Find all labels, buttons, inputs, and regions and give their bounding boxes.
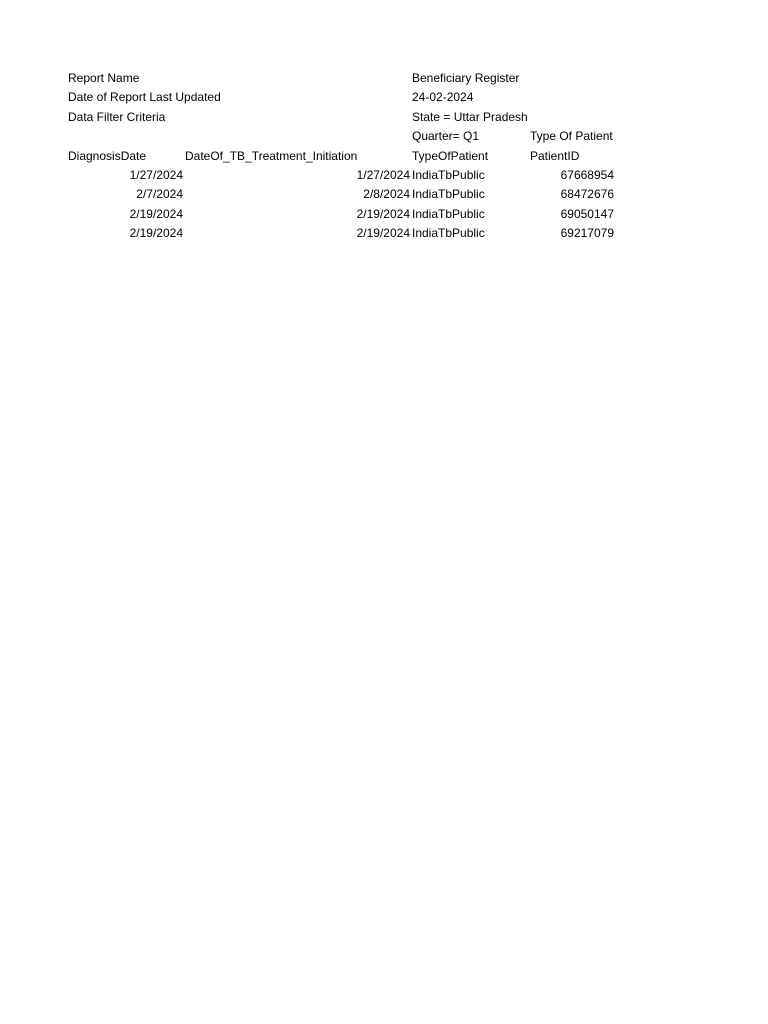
report-name-value: Beneficiary Register bbox=[412, 71, 520, 85]
treatment-date-cell: 2/19/2024 bbox=[356, 226, 410, 241]
patient-id-cell: 69050147 bbox=[560, 206, 614, 221]
header-patient-id: PatientID bbox=[530, 148, 580, 163]
table-header-row bbox=[68, 147, 628, 166]
filter-quarter: Quarter= Q1 bbox=[412, 129, 480, 144]
diagnosis-date-cell: 1/27/2024 bbox=[129, 167, 183, 182]
header-type-of-patient: TypeOfPatient bbox=[412, 148, 489, 163]
report-sheet bbox=[68, 69, 628, 244]
treatment-date-cell: 2/19/2024 bbox=[356, 206, 410, 221]
table-row bbox=[68, 166, 628, 185]
patient-type-cell: IndiaTbPublic bbox=[412, 187, 485, 202]
patient-type-cell: IndiaTbPublic bbox=[412, 167, 485, 182]
treatment-date-cell: 2/8/2024 bbox=[363, 187, 410, 202]
filter-row-2 bbox=[68, 127, 628, 146]
table-row bbox=[68, 205, 628, 224]
diagnosis-date-cell: 2/7/2024 bbox=[136, 187, 183, 202]
filter-state: State = Uttar Pradesh bbox=[412, 109, 528, 124]
patient-id-cell: 69217079 bbox=[560, 226, 614, 241]
treatment-date-cell: 1/27/2024 bbox=[356, 167, 410, 182]
table-row bbox=[68, 185, 628, 204]
filter-row bbox=[68, 108, 628, 127]
patient-id-cell: 68472676 bbox=[560, 187, 614, 202]
last-updated-value: 24-02-2024 bbox=[412, 90, 474, 105]
last-updated-row bbox=[68, 88, 628, 107]
patient-id-cell: 67668954 bbox=[560, 167, 614, 182]
report-name-label: Report Name bbox=[68, 71, 140, 85]
header-treatment-initiation: DateOf_TB_Treatment_Initiation bbox=[185, 148, 358, 163]
table-row bbox=[68, 224, 628, 243]
filter-label: Data Filter Criteria bbox=[68, 109, 166, 124]
patient-type-cell: IndiaTbPublic bbox=[412, 206, 485, 221]
header-diagnosis-date: DiagnosisDate bbox=[68, 148, 147, 163]
diagnosis-date-cell: 2/19/2024 bbox=[129, 206, 183, 221]
last-updated-label: Date of Report Last Updated bbox=[68, 90, 221, 105]
patient-type-cell: IndiaTbPublic bbox=[412, 226, 485, 241]
diagnosis-date-cell: 2/19/2024 bbox=[129, 226, 183, 241]
filter-patient-type: Type Of Patient bbox=[530, 129, 613, 144]
report-name-row bbox=[68, 69, 628, 88]
